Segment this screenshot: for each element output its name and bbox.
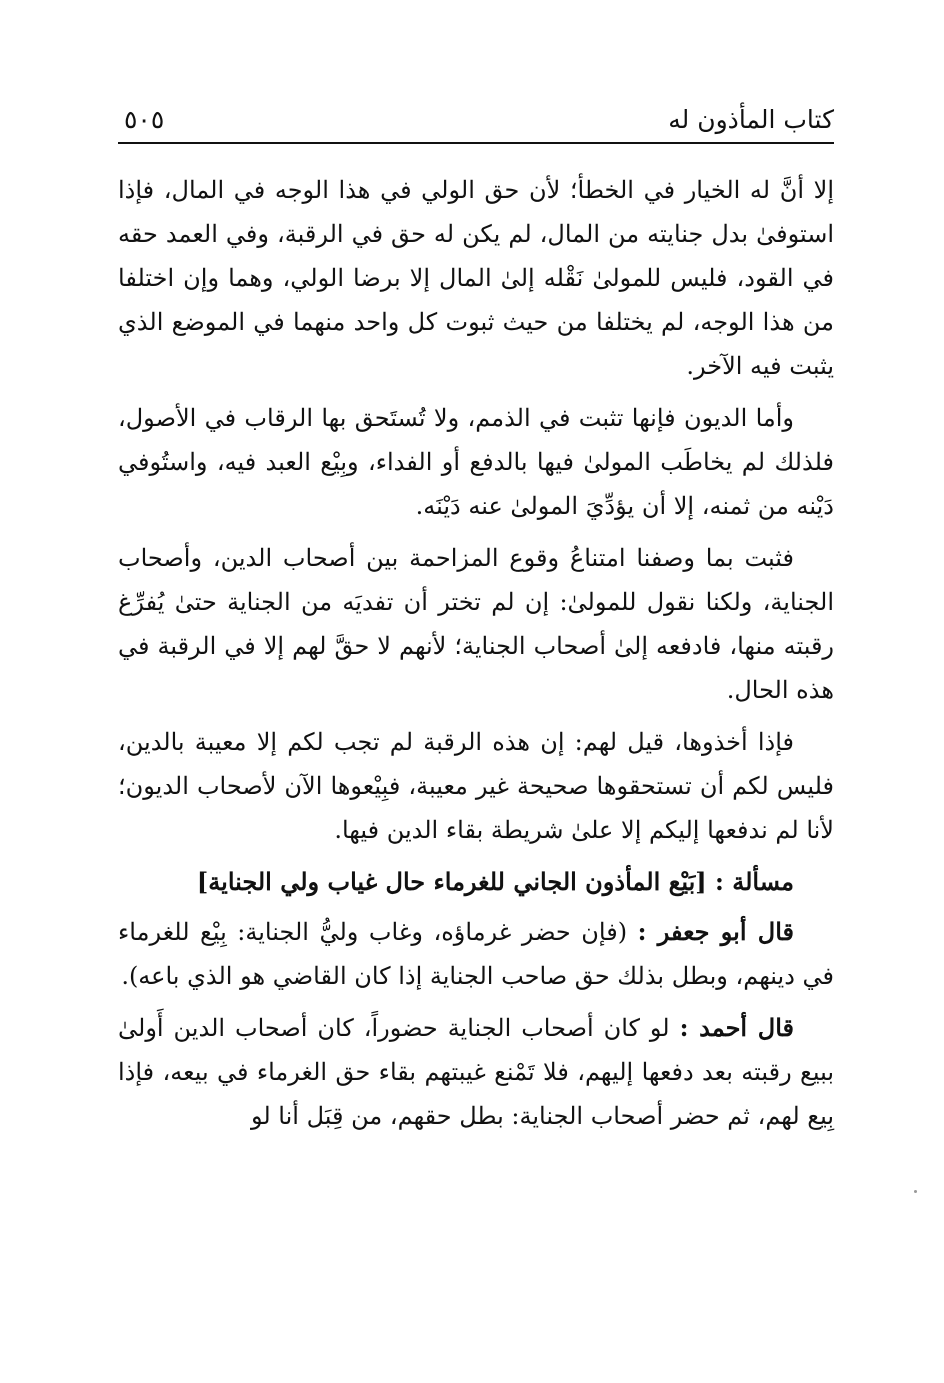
margin-mark: [914, 1190, 917, 1193]
abu-jafar-text: (فإن حضر غرماؤه، وغاب وليُّ الجناية: بِيْع للغرماء في دينهم، وبطل بذلك حق صاحب الجناية إذا كان القاضي هو الذي باعه).: [118, 918, 834, 990]
paragraph-1: إلا أنَّ له الخيار في الخطأ؛ لأن حق الولي في هذا الوجه في المال، فإذا استوفىٰ بدل جنايته من المال، لم يكن له حق في الرقبة، وفي العمد حقه في القود، فليس للمولىٰ نَقْله إلىٰ المال إلا برضا الولي، وهما وإن اختلفا من هذا الوجه، لم يختلفا من حيث ثبوت كل واحد منهما في الموضع الذي يثبت فيه الآخر.: [118, 176, 835, 380]
body-text: [118, 168, 834, 1138]
issue-title: [بَيْع المأذون الجاني للغرماء حال غياب ولي الجناية]: [196, 867, 707, 896]
paragraph-3: فثبت بما وصفنا امتناعُ وقوع المزاحمة بين أصحاب الدين، وأصحاب الجناية، ولكنا نقول للمولىٰ: إن لم تختر أن تفديَه من الجناية حتىٰ يُفرِّغ رقبته منها، فادفعه إلىٰ أصحاب الجناية؛ لأنهم لا حقَّ لهم إلا في الرقبة في هذه الحال.: [118, 544, 834, 704]
ahmad-text: لو كان أصحاب الجناية حضوراً، كان أصحاب الدين أَولىٰ ببيع رقبته بعد دفعها إليهم، فلا تَمْنع غيبتهم بقاء حق الغرماء في بيعه، فإذا بِيع لهم، ثم حضر أصحاب الجناية: بطل حقهم، من قِبَل أنا لو: [118, 1014, 834, 1130]
abu-jafar-lead: قال أبو جعفر :: [637, 917, 794, 946]
book-page: [118, 100, 834, 1146]
ahmad-commentary: [118, 1006, 834, 1138]
paragraph-4: فإذا أخذوها، قيل لهم: إن هذه الرقبة لم تجب لكم إلا معيبة بالدين، فليس لكم أن تستحقوها صحيحة غير معيبة، فبِيْعوها الآن لأصحاب الديون؛ لأنا لم ندفعها إليكم إلا علىٰ شريطة بقاء الدين فيها.: [118, 728, 834, 844]
running-title: كتاب المأذون له: [668, 105, 834, 134]
page-number: ٥٠٥: [124, 105, 165, 134]
issue-label: مسألة :: [715, 867, 794, 896]
ahmad-lead: قال أحمد :: [679, 1013, 794, 1042]
page-header: [118, 100, 834, 142]
paragraph-2: وأما الديون فإنها تثبت في الذمم، ولا تُستَحق بها الرقاب في الأصول، فلذلك لم يخاطَب المولىٰ فيها بالدفع أو الفداء، وبِيْع العبد فيه، واستُوفي دَيْنه من ثمنه، إلا أن يؤدِّيَ المولىٰ عنه دَيْنَه.: [118, 404, 834, 520]
abu-jafar-quote: [118, 910, 834, 998]
issue-heading: [118, 860, 834, 904]
header-rule: [118, 142, 834, 144]
